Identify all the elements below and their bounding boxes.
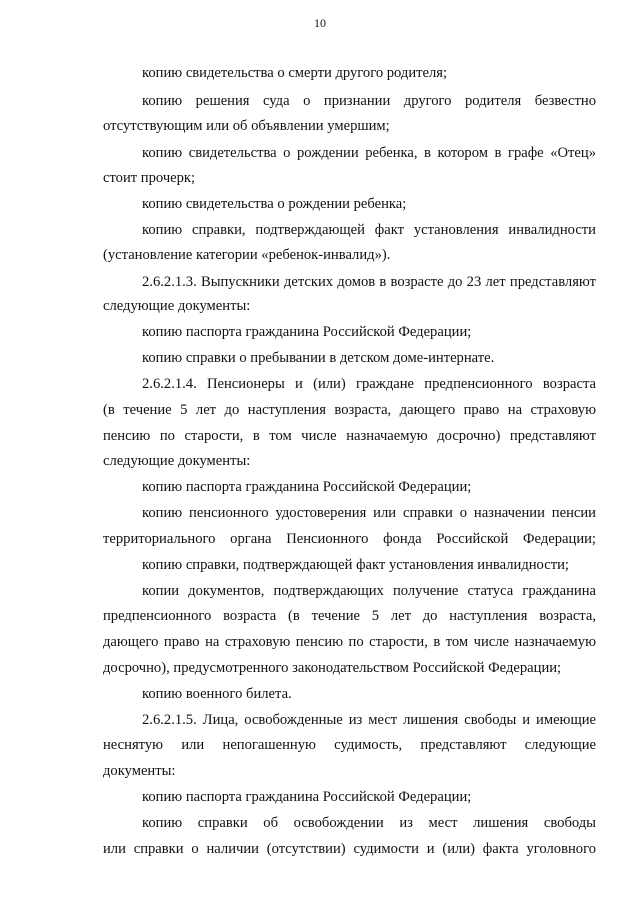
text-line: документы: — [103, 763, 176, 779]
page-number: 10 — [314, 16, 326, 30]
text-line: копию паспорта гражданина Российской Федерации; — [142, 789, 472, 805]
text-line: неснятую или непогашенную судимость, представляют следующие — [103, 737, 596, 753]
text-line: 2.6.2.1.4. Пенсионеры и (или) граждане предпенсионного возраста — [142, 376, 596, 392]
text-line: копию свидетельства о рождении ребенка; — [142, 196, 407, 212]
text-line: следующие документы: — [103, 453, 251, 469]
text-line: стоит прочерк; — [103, 170, 196, 186]
text-line: копию свидетельства о смерти другого родителя; — [142, 65, 448, 81]
text-line: копию паспорта гражданина Российской Федерации; — [142, 324, 472, 340]
text-line: следующие документы: — [103, 298, 251, 314]
text-line: досрочно), предусмотренного законодательством Российской Федерации; — [103, 660, 562, 676]
text-line: (в течение 5 лет до наступления возраста, дающего право на страховую — [103, 402, 596, 418]
text-line: 2.6.2.1.5. Лица, освобожденные из мест лишения свободы и имеющие — [142, 712, 596, 728]
text-line: или справки о наличии (отсутствии) судимости и (или) факта уголовного — [103, 841, 596, 857]
text-line: копию паспорта гражданина Российской Федерации; — [142, 479, 472, 495]
text-line: (установление категории «ребенок-инвалид»). — [103, 247, 391, 263]
text-line: копию справки о пребывании в детском доме-интернате. — [142, 350, 495, 366]
text-line: копию справки, подтверждающей факт установления инвалидности — [142, 222, 596, 238]
text-line: копию пенсионного удостоверения или справки о назначении пенсии — [142, 505, 596, 521]
text-line: копию справки об освобождении из мест лишения свободы — [142, 815, 596, 831]
text-line: копию решения суда о признании другого родителя безвестно — [142, 93, 596, 109]
text-line: копию справки, подтверждающей факт установления инвалидности; — [142, 557, 569, 573]
text-line: копию военного билета. — [142, 686, 292, 702]
text-line: копии документов, подтверждающих получение статуса гражданина — [142, 583, 596, 599]
text-line: предпенсионного возраста (в течение 5 лет до наступления возраста, — [103, 608, 596, 624]
text-line: отсутствующим или об объявлении умершим; — [103, 118, 390, 134]
text-line: 2.6.2.1.3. Выпускники детских домов в возрасте до 23 лет представляют — [142, 274, 596, 290]
text-line: копию свидетельства о рождении ребенка, в котором в графе «Отец» — [142, 145, 596, 161]
text-line: дающего право на страховую пенсию по старости, в том числе назначаемую — [103, 634, 596, 650]
text-line: пенсию по старости, в том числе назначаемую досрочно) представляют — [103, 428, 596, 444]
text-line: территориального органа Пенсионного фонда Российской Федерации; — [103, 531, 596, 547]
